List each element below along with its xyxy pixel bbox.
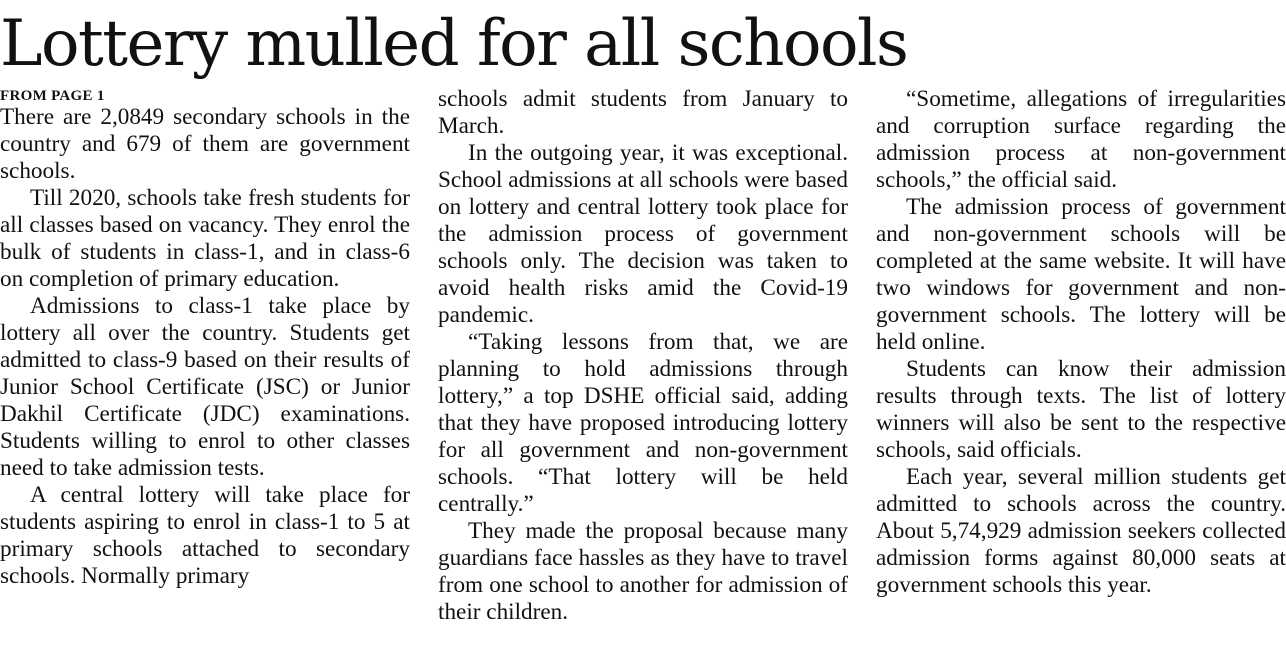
paragraph: Till 2020, schools take fresh students for all classes based on vacancy. They enrol the bulk of students in class-1, and in class-6 on completion of primary education. bbox=[0, 185, 410, 292]
article-column-2 bbox=[438, 86, 848, 626]
paragraph: They made the proposal because many guardians face hassles as they have to travel from one school to another for admission of their children. bbox=[438, 518, 848, 625]
article-column-1 bbox=[0, 88, 410, 590]
headline: Lottery mulled for all schools bbox=[0, 7, 908, 81]
article-column-3 bbox=[876, 86, 1286, 599]
paragraph: Students can know their admission results through texts. The list of lottery winners will also be sent to the respective schools, said officials. bbox=[876, 356, 1286, 463]
paragraph: “Sometime, allegations of irregularities and corruption surface regarding the admission process at non-government schools,” the official said. bbox=[876, 86, 1286, 193]
paragraph: “Taking lessons from that, we are planning to hold admissions through lottery,” a top DSHE official said, adding that they have proposed introducing lottery for all government and non-government schools. “That lottery will be held centrally.” bbox=[438, 329, 848, 517]
paragraph: In the outgoing year, it was exceptional. School admissions at all schools were based on lottery and central lottery took place for the admission process of government schools only. The decision was taken to avoid health risks amid the Covid-19 pandemic. bbox=[438, 140, 848, 328]
paragraph: Each year, several million students get admitted to schools across the country. About 5,74,929 admission seekers collected admission forms against 80,000 seats at government schools this year. bbox=[876, 464, 1286, 598]
paragraph: schools admit students from January to March. bbox=[438, 86, 848, 139]
kicker: FROM PAGE 1 bbox=[0, 88, 105, 104]
paragraph: There are 2,0849 secondary schools in the country and 679 of them are government schools. bbox=[0, 104, 410, 184]
paragraph: A central lottery will take place for students aspiring to enrol in class-1 to 5 at primary schools attached to secondary schools. Normally primary bbox=[0, 482, 410, 589]
paragraph: The admission process of government and non-government schools will be completed at the same website. It will have two windows for government and non-government schools. The lottery will be held online. bbox=[876, 194, 1286, 355]
paragraph: Admissions to class-1 take place by lottery all over the country. Students get admitted to class-9 based on their results of Junior School Certificate (JSC) or Junior Dakhil Certificate (JDC) examinations. Students willing to enrol to other classes need to take admission tests. bbox=[0, 293, 410, 481]
